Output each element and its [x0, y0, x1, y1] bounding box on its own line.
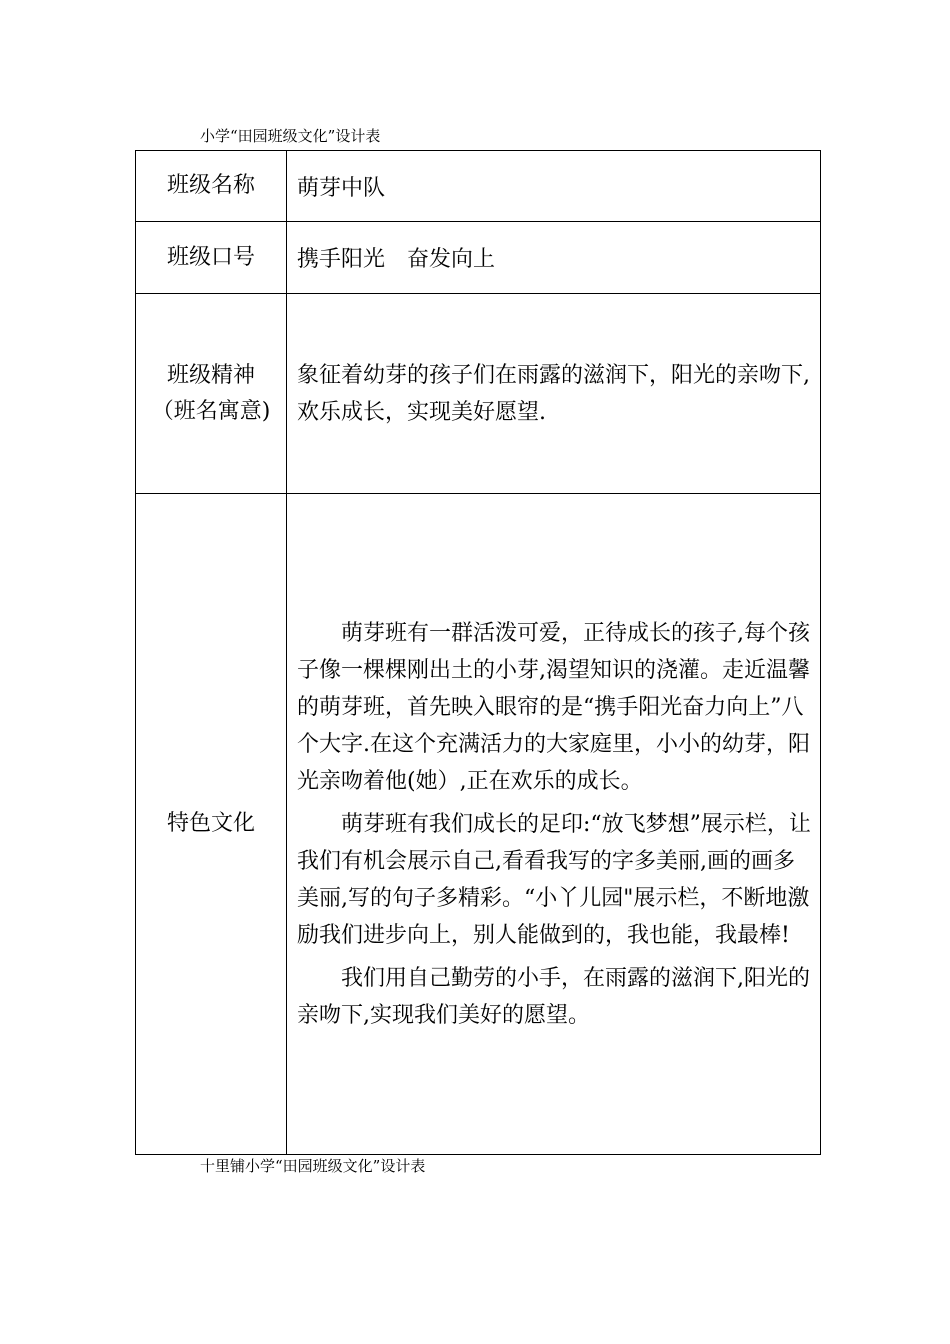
table-row-class-name	[136, 151, 821, 222]
spirit-label-line2: （班名寓意)	[151, 398, 271, 424]
table-caption-top: 小学“田园班级文化”设计表	[200, 127, 381, 145]
table-row-spirit	[136, 294, 821, 494]
spirit-value: 象征着幼芽的孩子们在雨露的滋润下，阳光的亲吻下,欢乐成长，实现美好愿望.	[287, 294, 821, 494]
feature-paragraph-1: 萌芽班有一群活泼可爱，正待成长的孩子,每个孩子像一棵棵刚出土的小芽,渴望知识的浇灌。走近温馨的萌芽班，首先映入眼帘的是“携手阳光奋力向上”八个大字.在这个充满活力的大家庭里，小小的幼芽，阳光亲吻着他(她）,正在欢乐的成长。	[297, 620, 810, 794]
spirit-label-line1: 班级精神	[166, 362, 255, 388]
feature-paragraph-2: 萌芽班有我们成长的足印:“放飞梦想”展示栏，让我们有机会展示自己,看看我写的字多美丽,画的画多美丽,写的句子多精彩。“小丫儿园"展示栏，不断地激励我们进步向上，别人能做到的，我也能，我最棒!	[297, 811, 811, 948]
class-name-label: 班级名称	[136, 151, 287, 222]
table-row-feature	[136, 494, 821, 1155]
feature-paragraph-3: 我们用自己勤劳的小手，在雨露的滋润下,阳光的亲吻下,实现我们美好的愿望。	[297, 965, 810, 1028]
class-culture-design-table	[135, 150, 821, 1155]
spirit-label	[136, 294, 287, 494]
slogan-label: 班级口号	[136, 222, 287, 294]
table-caption-bottom: 十里铺小学“田园班级文化”设计表	[200, 1157, 426, 1175]
feature-label: 特色文化	[136, 494, 287, 1155]
table-row-slogan	[136, 222, 821, 294]
feature-value	[287, 494, 821, 1155]
class-name-value: 萌芽中队	[287, 151, 821, 222]
slogan-value: 携手阳光 奋发向上	[287, 222, 821, 294]
